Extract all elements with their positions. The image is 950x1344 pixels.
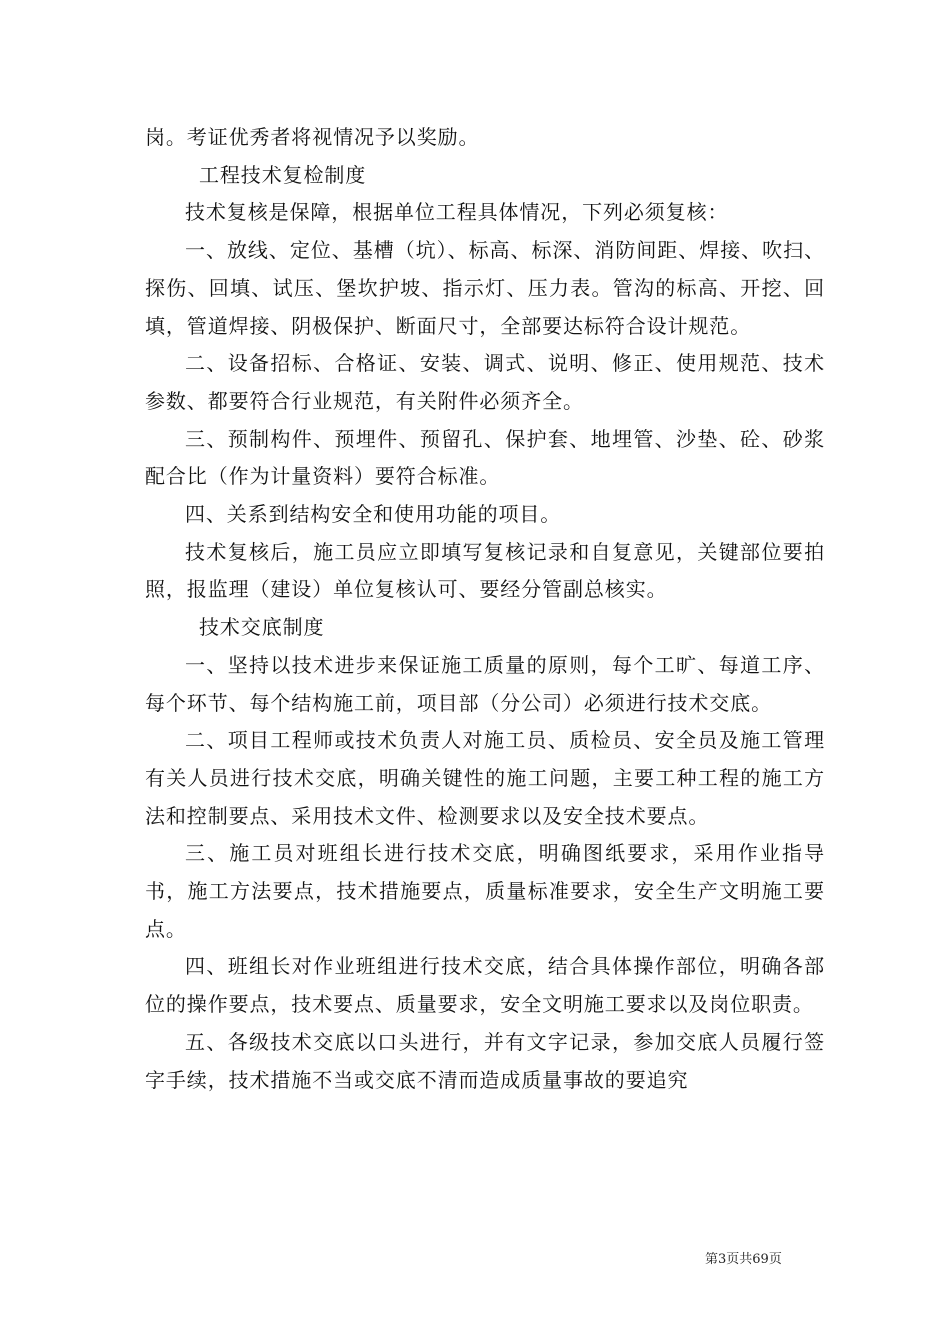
section-heading-technical-review: 工程技术复检制度 xyxy=(199,162,367,187)
paragraph-review-item-3: 三、预制构件、预埋件、预留孔、保护套、地埋管、沙垫、砼、砂浆配合比（作为计量资料）要符合标准。 xyxy=(145,426,825,489)
paragraph-review-item-4: 四、关系到结构安全和使用功能的项目。 xyxy=(185,502,562,527)
page-number-footer: 第3页共69页 xyxy=(705,1252,782,1267)
document-body xyxy=(145,119,825,1099)
paragraph-review-followup: 技术复核后，施工员应立即填写复核记录和自复意见，关键部位要拍照，报监理（建设）单位复核认可、要经分管副总核实。 xyxy=(145,539,825,602)
paragraph-briefing-item-2: 二、项目工程师或技术负责人对施工员、质检员、安全员及施工管理有关人员进行技术交底，明确关键性的施工问题，主要工种工程的施工方法和控制要点、采用技术文件、检测要求以及安全技术要点。 xyxy=(145,728,825,828)
paragraph-briefing-item-5: 五、各级技术交底以口头进行，并有文字记录，参加交底人员履行签字手续，技术措施不当或交底不清而造成质量事故的要追究 xyxy=(145,1029,825,1092)
paragraph-continuation: 岗。考证优秀者将视情况予以奖励。 xyxy=(145,125,480,149)
paragraph-briefing-item-1: 一、坚持以技术进步来保证施工质量的原则，每个工旷、每道工序、每个环节、每个结构施工前，项目部（分公司）必须进行技术交底。 xyxy=(145,652,825,715)
paragraph-review-item-1: 一、放线、定位、基槽（坑）、标高、标深、消防间距、焊接、吹扫、探伤、回填、试压、堡坎护坡、指示灯、压力表。管沟的标高、开挖、回填，管道焊接、阴极保护、断面尺寸，全部要达标符合设计规范。 xyxy=(145,238,825,338)
paragraph-briefing-item-4: 四、班组长对作业班组进行技术交底，结合具体操作部位，明确各部位的操作要点，技术要点、质量要求，安全文明施工要求以及岗位职责。 xyxy=(145,954,825,1017)
paragraph-review-item-2: 二、设备招标、合格证、安装、调式、说明、修正、使用规范、技术参数、都要符合行业规范，有关附件必须齐全。 xyxy=(145,351,825,413)
paragraph-briefing-item-3: 三、施工员对班组长进行技术交底，明确图纸要求，采用作业指导书，施工方法要点，技术措施要点，质量标准要求，安全生产文明施工要点。 xyxy=(145,841,825,941)
section-heading-technical-briefing: 技术交底制度 xyxy=(199,615,325,640)
paragraph-review-intro: 技术复核是保障，根据单位工程具体情况，下列必须复核： xyxy=(185,200,729,225)
